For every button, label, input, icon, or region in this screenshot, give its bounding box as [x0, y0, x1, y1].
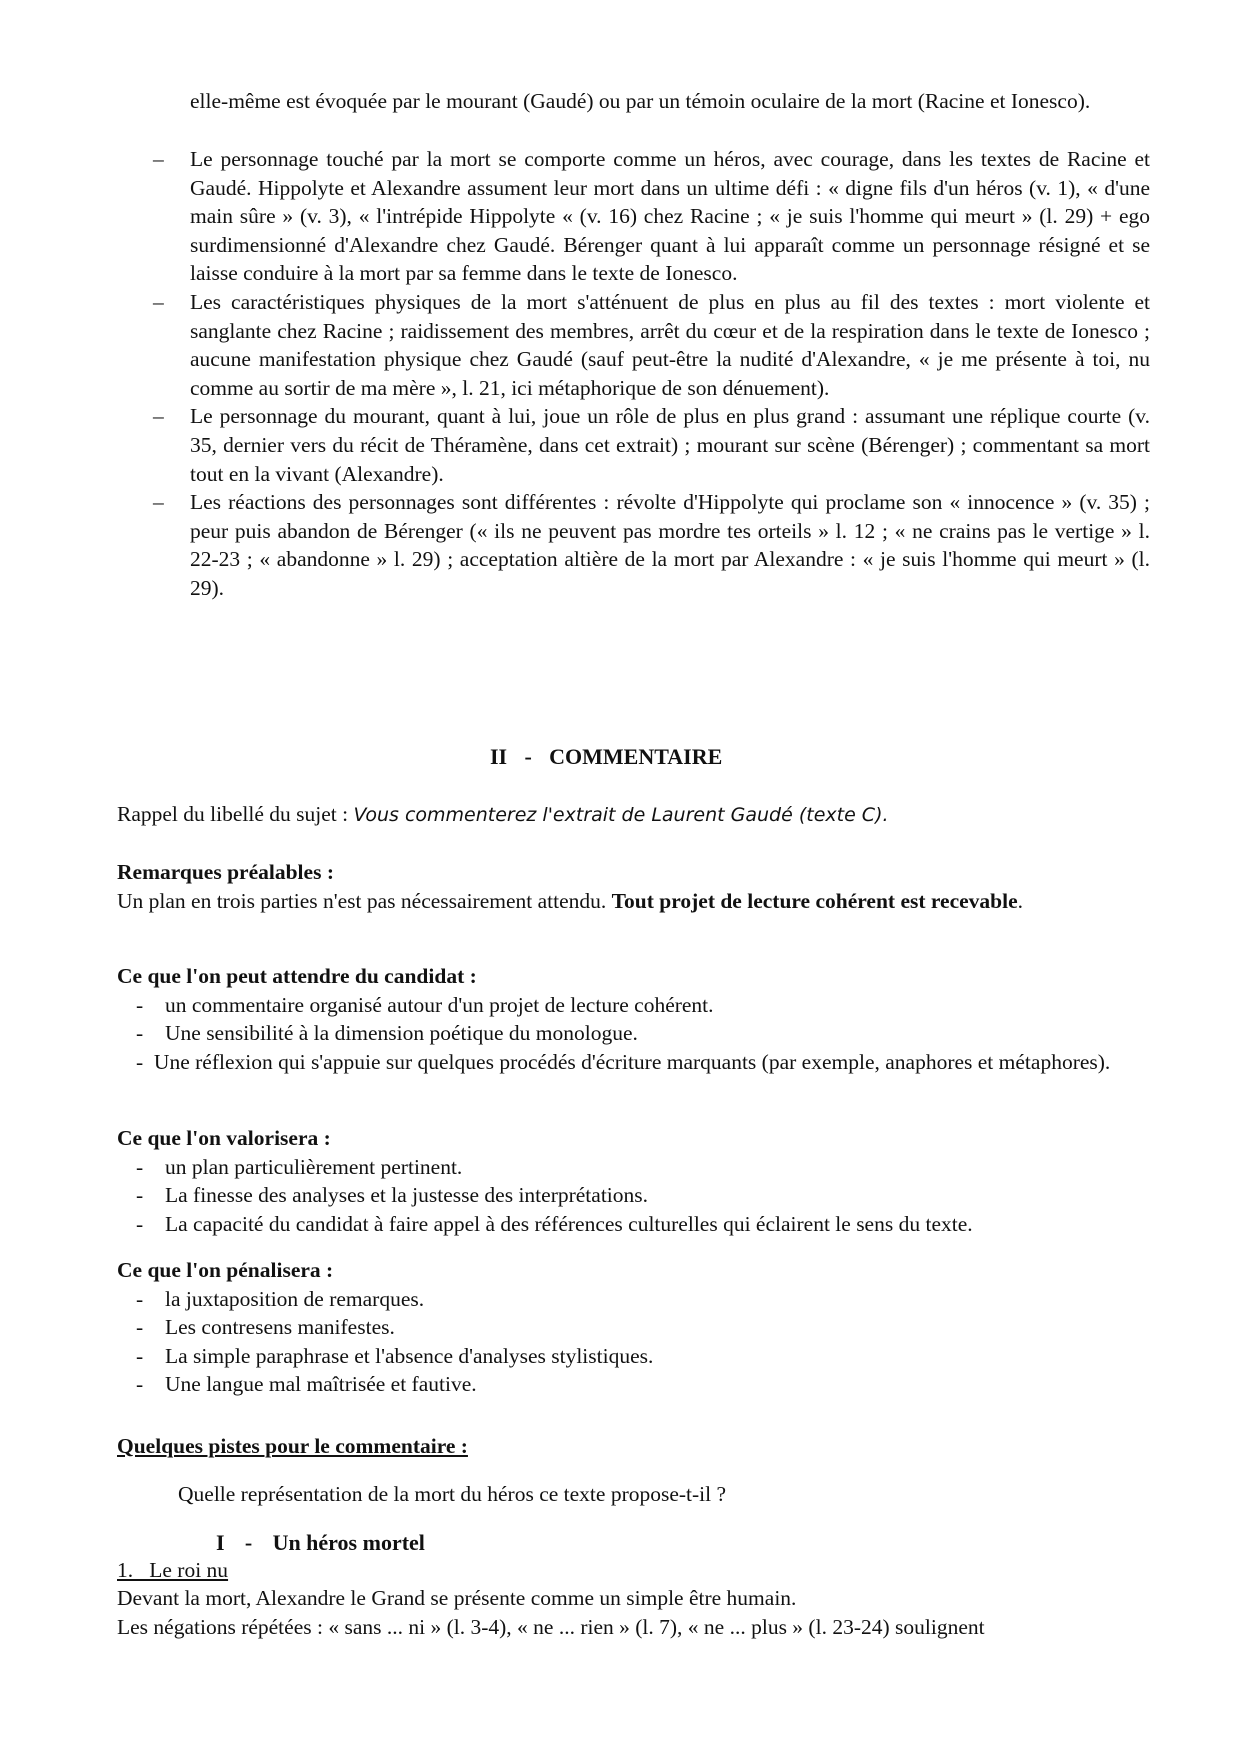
dash-bullet: – — [153, 490, 164, 515]
list-item — [117, 991, 1150, 1020]
remarques-section — [117, 858, 1150, 915]
hyphen-bullet: - — [136, 992, 144, 1017]
list-item — [117, 1181, 1150, 1210]
penalisera-list — [117, 1285, 1150, 1399]
attendre-section — [117, 962, 1150, 1076]
attendre-list — [117, 991, 1150, 1077]
list-item — [117, 1153, 1150, 1182]
list-item-text: La capacité du candidat à faire appel à des références culturelles qui éclairent le sens du texte. — [165, 1211, 973, 1236]
valorisera-list — [117, 1153, 1150, 1239]
hyphen-bullet: - — [136, 1315, 144, 1340]
list-item — [153, 402, 1150, 488]
body-line: Devant la mort, Alexandre le Grand se présente comme un simple être humain. — [117, 1586, 797, 1610]
list-item-text: Les contresens manifestes. — [165, 1315, 395, 1340]
hyphen-bullet: - — [136, 1049, 144, 1074]
hyphen-bullet: - — [136, 1154, 144, 1179]
list-item — [153, 488, 1150, 602]
list-item-text: La simple paraphrase et l'absence d'analyses stylistiques. — [165, 1343, 654, 1368]
pistes-question: Quelle représentation de la mort du héros ce texte propose-t-il ? — [178, 1482, 727, 1506]
penalisera-section — [117, 1256, 1150, 1399]
list-item-text: Une réflexion qui s'appuie sur quelques procédés d'écriture marquants (par exemple, anaphores et métaphores). — [153, 1049, 1111, 1074]
remarques-bold: Tout projet de lecture cohérent est recevable — [611, 888, 1018, 913]
body-line: Les négations répétées : « sans ... ni » (l. 3-4), « ne ... rien » (l. 7), « ne ... plus » (l. 23-24) soulignent — [117, 1615, 985, 1639]
part-separator: - — [244, 1530, 253, 1555]
hyphen-bullet: - — [136, 1021, 144, 1046]
dash-bullet: – — [153, 404, 164, 429]
remarques-text — [117, 887, 1150, 916]
list-item-text: un plan particulièrement pertinent. — [165, 1154, 463, 1179]
list-item-text: Les réactions des personnages sont différentes : révolte d'Hippolyte qui proclame son « innocence » (v. 35) ; peur puis abandon de Bérenger (« ils ne peuvent pas mordre tes orteils » l. 12 ; « ne crains pas le vertige » l. 22-23 ; « abandonne » l. 29) ; acceptation altière de la mort par Alexandre : « je suis l'homme qui meurt » (l. 29). — [190, 490, 1150, 600]
list-item — [117, 1048, 1150, 1077]
dash-bullet: – — [153, 289, 164, 314]
list-item-text: Le personnage touché par la mort se comporte comme un héros, avec courage, dans les textes de Racine et Gaudé. Hippolyte et Alexandre assument leur mort dans un ultime défi : « digne fils d'un héros (v. 1), « d'une main sûre » (v. 3), « l'intrépide Hippolyte « (v. 16) chez Racine ; « je suis l'homme qui meurt » (l. 29) + ego surdimensionné d'Alexandre chez Gaudé. Bérenger quant à lui apparaît comme un personnage résigné et se laisse conduire à la mort par sa femme dans le texte de Ionesco. — [190, 147, 1150, 286]
list-item — [117, 1210, 1150, 1239]
comparison-list — [153, 145, 1150, 603]
dash-bullet: – — [153, 147, 164, 171]
list-item-text: Une langue mal maîtrisée et fautive. — [165, 1372, 477, 1397]
intro-continuation: elle-même est évoquée par le mourant (Gaudé) ou par un témoin oculaire de la mort (Racine et Ionesco). — [190, 89, 1091, 113]
rappel-line — [117, 800, 1150, 830]
list-item-text: La finesse des analyses et la justesse des interprétations. — [165, 1183, 649, 1208]
list-item-text: Le personnage du mourant, quant à lui, joue un rôle de plus en plus grand : assumant une réplique courte (v. 35, dernier vers du récit de Théramène, dans cet extrait) ; mourant sur scène (Bérenger) ; commentant sa mort tout en la vivant (Alexandre). — [190, 404, 1150, 486]
pistes-heading: Quelques pistes pour le commentaire : — [117, 1434, 468, 1458]
part-number: I — [216, 1530, 225, 1555]
list-item — [117, 1285, 1150, 1314]
list-item — [117, 1370, 1150, 1399]
list-item — [117, 1019, 1150, 1048]
hyphen-bullet: - — [136, 1343, 144, 1368]
section-number: II — [490, 744, 508, 769]
list-item-text: Une sensibilité à la dimension poétique du monologue. — [165, 1021, 638, 1046]
part-title: Un héros mortel — [272, 1530, 425, 1555]
section-title: COMMENTAIRE — [549, 744, 723, 769]
list-item-text: un commentaire organisé autour d'un projet de lecture cohérent. — [165, 992, 714, 1017]
list-item — [153, 288, 1150, 402]
valorisera-section — [117, 1124, 1150, 1238]
attendre-heading: Ce que l'on peut attendre du candidat : — [117, 964, 477, 988]
list-item-text: la juxtaposition de remarques. — [165, 1286, 425, 1311]
rappel-label: Rappel du libellé du sujet : — [117, 802, 354, 826]
hyphen-bullet: - — [136, 1286, 144, 1311]
rappel-subject: Vous commenterez l'extrait de Laurent Gaudé (texte C). — [353, 804, 889, 826]
list-item — [117, 1342, 1150, 1371]
list-item-text: Les caractéristiques physiques de la mort s'atténuent de plus en plus au fil des textes : mort violente et sanglante chez Racine ; raidissement des membres, arrêt du cœur et de la respiration dans le texte de Ionesco ; aucune manifestation physique chez Gaudé (sauf peut-être la nudité d'Alexandre, « je me présente à toi, nu comme au sortir de ma mère », l. 21, ici métaphorique de son dénuement). — [190, 289, 1150, 400]
list-item — [153, 145, 1150, 288]
subsection-title: 1. Le roi nu — [117, 1558, 229, 1582]
list-item — [117, 1313, 1150, 1342]
part-heading — [216, 1529, 425, 1558]
valorisera-heading: Ce que l'on valorisera : — [117, 1126, 331, 1150]
section-separator: - — [524, 744, 532, 769]
penalisera-heading: Ce que l'on pénalisera : — [117, 1258, 334, 1282]
hyphen-bullet: - — [136, 1183, 144, 1208]
hyphen-bullet: - — [136, 1372, 144, 1397]
remarques-plain: Un plan en trois parties n'est pas nécessairement attendu. — [117, 888, 612, 913]
remarques-heading: Remarques préalables : — [117, 860, 334, 884]
remarques-end: . — [1017, 888, 1024, 913]
hyphen-bullet: - — [136, 1211, 144, 1236]
section-heading — [490, 743, 722, 772]
